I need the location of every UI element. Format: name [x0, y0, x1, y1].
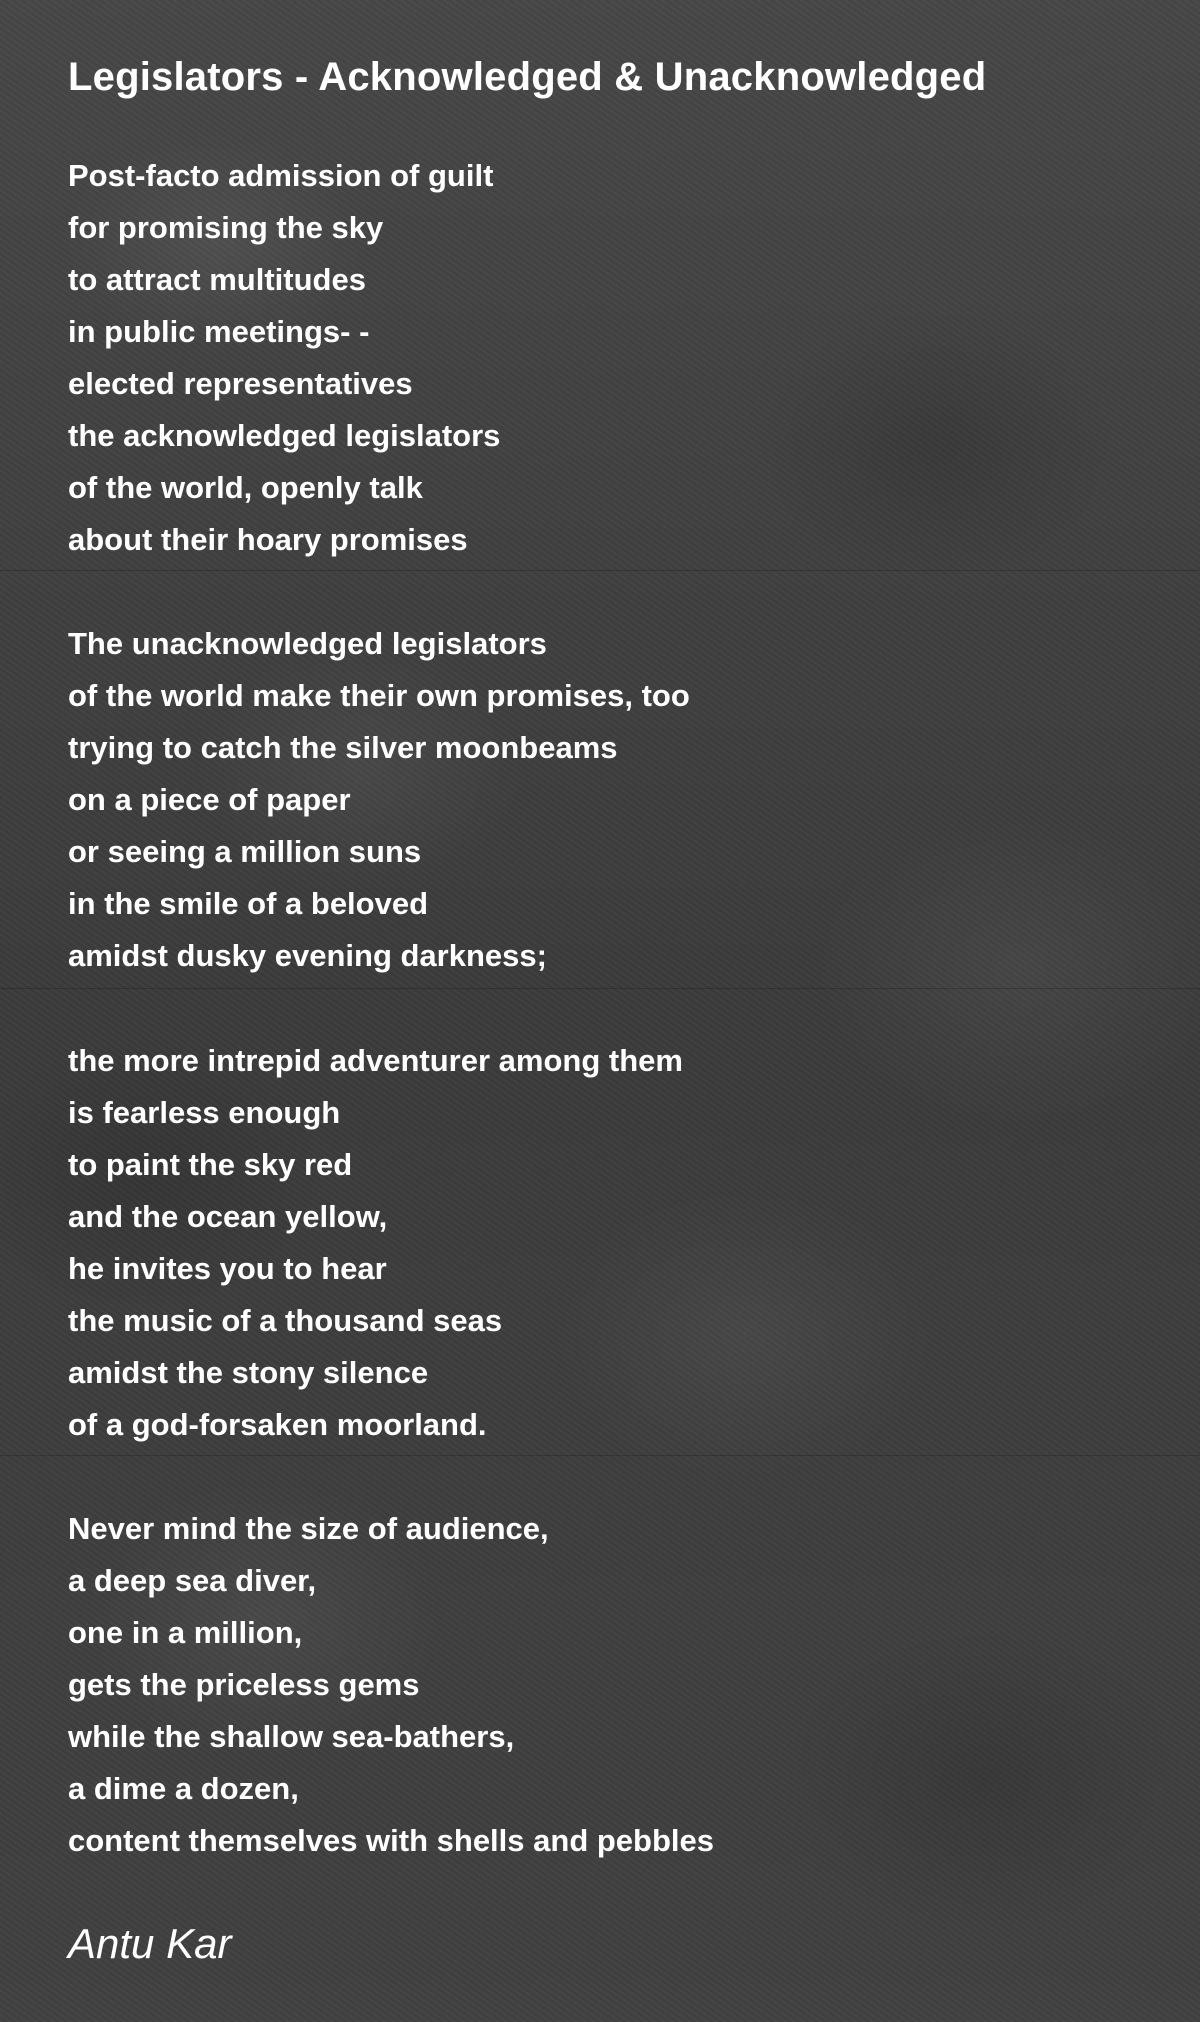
verse-line: while the shallow sea-bathers, [68, 1719, 515, 1754]
stanza [68, 1035, 683, 1451]
verse-line: the more intrepid adventurer among them [68, 1043, 683, 1078]
stanza [68, 1503, 714, 1867]
verse-line: and the ocean yellow, [68, 1199, 388, 1234]
verse-line: Never mind the size of audience, [68, 1511, 549, 1546]
stanza [68, 618, 690, 982]
verse-line: to paint the sky red [68, 1147, 353, 1182]
verse-line: is fearless enough [68, 1095, 341, 1130]
verse-line: content themselves with shells and pebbles [68, 1823, 715, 1858]
poem-author: Antu Kar [68, 1920, 232, 1967]
verse-line: a dime a dozen, [68, 1771, 299, 1806]
verse-line: in the smile of a beloved [68, 886, 429, 921]
verse-line: to attract multitudes [68, 262, 366, 297]
verse-line: he invites you to hear [68, 1251, 387, 1286]
verse-line: of the world, openly talk [68, 470, 423, 505]
verse-line: amidst dusky evening darkness; [68, 938, 547, 973]
verse-line: elected representatives [68, 366, 413, 401]
stanza [68, 150, 500, 566]
verse-line: Post-facto admission of guilt [68, 158, 494, 193]
verse-line: amidst the stony silence [68, 1355, 429, 1390]
poem-title: Legislators - Acknowledged & Unacknowledged [68, 55, 987, 99]
verse-line: the music of a thousand seas [68, 1303, 503, 1338]
verse-line: trying to catch the silver moonbeams [68, 730, 618, 765]
verse-line: of the world make their own promises, too [68, 678, 690, 713]
verse-line: on a piece of paper [68, 782, 351, 817]
verse-line: a deep sea diver, [68, 1563, 317, 1598]
verse-line: in public meetings- - [68, 314, 370, 349]
verse-line: gets the priceless gems [68, 1667, 420, 1702]
verse-line: or seeing a million suns [68, 834, 422, 869]
verse-line: about their hoary promises [68, 522, 468, 557]
verse-line: of a god-forsaken moorland. [68, 1407, 487, 1442]
verse-line: for promising the sky [68, 210, 384, 245]
verse-line: the acknowledged legislators [68, 418, 501, 453]
verse-line: The unacknowledged legislators [68, 626, 547, 661]
verse-line: one in a million, [68, 1615, 303, 1650]
